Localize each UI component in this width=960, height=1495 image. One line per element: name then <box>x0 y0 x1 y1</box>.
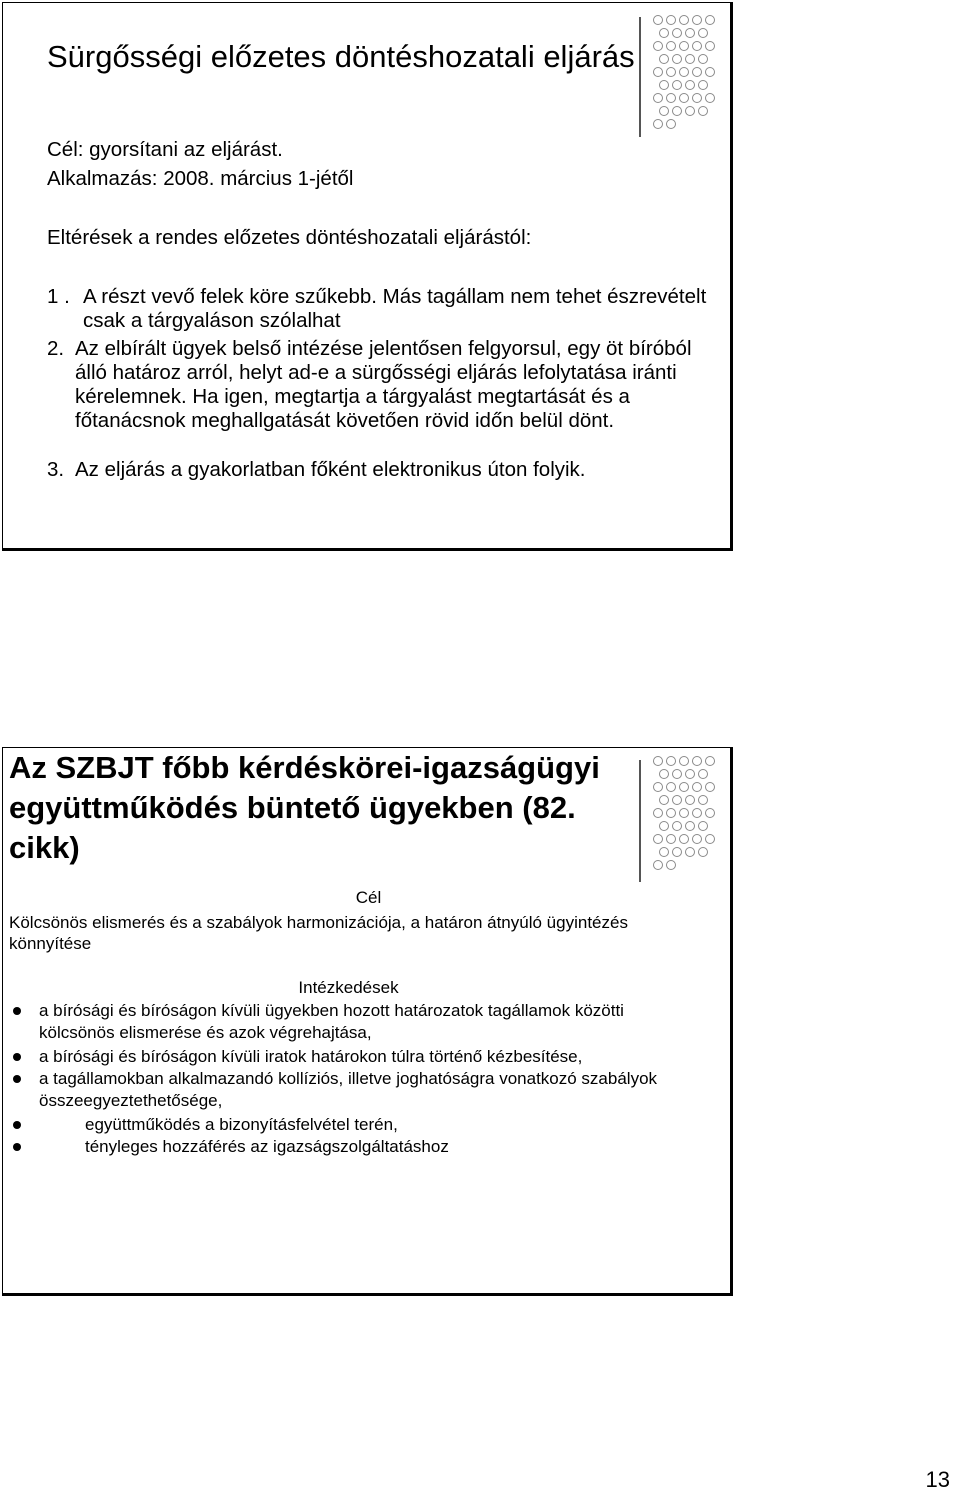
decorative-dot <box>679 67 689 77</box>
decorative-dot <box>685 106 695 116</box>
decorative-dot <box>653 782 663 792</box>
decorative-dot <box>698 795 708 805</box>
decorative-dot <box>672 821 682 831</box>
decorative-dot <box>698 54 708 64</box>
goal-text: Cél: gyorsítani az eljárást. <box>47 138 283 161</box>
decorative-dot-pattern <box>653 756 723 866</box>
decorative-dot <box>685 821 695 831</box>
decorative-dot <box>698 821 708 831</box>
bullet-icon <box>13 1007 21 1015</box>
decorative-dot <box>685 847 695 857</box>
decorative-dot <box>692 782 702 792</box>
decorative-dot <box>679 808 689 818</box>
decorative-dot <box>705 41 715 51</box>
slide-title: Sürgősségi előzetes döntéshozatali eljárás <box>47 39 635 74</box>
decorative-dot <box>666 860 676 870</box>
bullet-icon <box>13 1143 21 1151</box>
list-item <box>9 1068 709 1112</box>
decorative-dot <box>666 756 676 766</box>
list-item <box>9 1114 709 1136</box>
decorative-dot <box>659 847 669 857</box>
differences-heading: Eltérések a rendes előzetes döntéshozatali eljárástól: <box>47 226 532 249</box>
application-text: Alkalmazás: 2008. március 1-jétől <box>47 167 354 190</box>
decorative-dot <box>698 847 708 857</box>
decorative-dot <box>692 93 702 103</box>
decorative-dot <box>685 795 695 805</box>
measure-text: a bírósági és bíróságon kívüli ügyekben hozott határozatok tagállamok közötti kölcsönös elismerése és azok végrehajtása, <box>39 1001 624 1042</box>
bullet-icon <box>13 1075 21 1083</box>
item-text: Az eljárás a gyakorlatban főként elektronikus úton folyik. <box>75 458 586 481</box>
decorative-dot <box>666 93 676 103</box>
item-text: A részt vevő felek köre szűkebb. Más tagállam nem tehet észrevételt csak a tárgyaláson szólalhat <box>83 285 707 332</box>
measure-text: a bírósági és bíróságon kívüli iratok határokon túlra történő kézbesítése, <box>39 1047 583 1066</box>
decorative-dot <box>659 28 669 38</box>
slide-judicial-cooperation-criminal <box>2 747 733 1296</box>
decorative-dot <box>672 795 682 805</box>
list-item <box>47 285 707 333</box>
decorative-dot <box>679 782 689 792</box>
decorative-dot <box>692 834 702 844</box>
decorative-dot <box>698 28 708 38</box>
slide-urgent-preliminary-ruling <box>2 2 733 551</box>
list-item <box>47 458 707 482</box>
decorative-dot <box>692 15 702 25</box>
item-number: 2. <box>47 337 65 360</box>
decorative-dot <box>666 119 676 129</box>
decorative-dot <box>705 782 715 792</box>
decorative-dot <box>679 756 689 766</box>
decorative-dot <box>692 756 702 766</box>
decorative-dot <box>666 834 676 844</box>
decorative-dot <box>666 67 676 77</box>
item-text: Az elbírált ügyek belső intézése jelentősen felgyorsul, egy öt bíróból álló határoz arról, helyt ad-e a sürgősségi eljárás lefolytatása iránti kérelemnek. Ha igen, megtartja a tárgyalást megtartását és a főtanácsnok meghallgatását követően rövid időn belül dönt. <box>75 337 692 432</box>
decorative-dot <box>698 769 708 779</box>
measure-text: tényleges hozzáférés az igazságszolgáltatáshoz <box>85 1137 449 1156</box>
decorative-dot <box>705 756 715 766</box>
decorative-dot <box>653 15 663 25</box>
measure-text: a tagállamokban alkalmazandó kollíziós, illetve joghatóságra vonatkozó szabályok összeegyeztethetősége, <box>39 1069 658 1110</box>
decorative-dot <box>692 808 702 818</box>
decorative-dot <box>666 15 676 25</box>
decorative-dot <box>679 15 689 25</box>
decorative-dot <box>666 41 676 51</box>
decorative-dot <box>653 93 663 103</box>
decorative-dot <box>705 93 715 103</box>
decorative-dot <box>653 756 663 766</box>
decorative-dot <box>659 80 669 90</box>
decorative-dot <box>659 54 669 64</box>
list-item <box>47 337 707 433</box>
decorative-dot <box>679 834 689 844</box>
goal-text-content: Kölcsönös elismerés és a szabályok harmonizációja, a határon átnyúló ügyintézés könnyítése <box>9 913 628 953</box>
list-item <box>9 1046 709 1068</box>
decorative-dot <box>705 67 715 77</box>
list-item <box>9 1000 709 1044</box>
decorative-dot <box>672 28 682 38</box>
decorative-dot <box>698 106 708 116</box>
decorative-dot <box>705 808 715 818</box>
decorative-dot <box>666 808 676 818</box>
decorative-dot <box>659 821 669 831</box>
decorative-dot <box>653 67 663 77</box>
decorative-dot <box>659 795 669 805</box>
decorative-dot <box>685 769 695 779</box>
decorative-dot <box>653 808 663 818</box>
bullet-icon <box>13 1053 21 1061</box>
item-number: 3. <box>47 458 65 481</box>
decorative-dot <box>672 80 682 90</box>
decorative-dot <box>672 54 682 64</box>
measures-heading: Intézkedések <box>298 978 399 997</box>
decorative-dot <box>666 782 676 792</box>
decorative-dot <box>679 93 689 103</box>
decorative-dot <box>672 106 682 116</box>
decorative-dot <box>672 847 682 857</box>
bullet-icon <box>13 1121 21 1129</box>
decorative-dot <box>659 769 669 779</box>
decorative-dot <box>692 67 702 77</box>
decorative-dot <box>679 41 689 51</box>
item-number: 1 . <box>47 285 70 308</box>
decorative-dot <box>698 80 708 90</box>
measure-text: együttműködés a bizonyításfelvétel terén, <box>85 1115 398 1134</box>
decorative-dot-pattern <box>653 15 723 125</box>
decorative-dot <box>659 106 669 116</box>
decorative-dot <box>705 15 715 25</box>
decorative-dot <box>653 860 663 870</box>
goal-heading: Cél <box>355 888 382 907</box>
decorative-dot <box>705 834 715 844</box>
decorative-dot <box>672 769 682 779</box>
decorative-dot <box>685 28 695 38</box>
decorative-dot <box>685 80 695 90</box>
decorative-dot <box>692 41 702 51</box>
goal-text <box>9 912 669 954</box>
decorative-dot <box>653 834 663 844</box>
decorative-dot <box>653 41 663 51</box>
page-number: 13 <box>925 1467 950 1492</box>
slide-title: Az SZBJT főbb kérdéskörei-igazságügyi együttműködés büntető ügyekben (82. cikk) <box>9 750 600 865</box>
decorative-dot <box>685 54 695 64</box>
list-item <box>9 1136 709 1158</box>
decorative-dot <box>653 119 663 129</box>
decorative-divider-line <box>639 760 641 882</box>
